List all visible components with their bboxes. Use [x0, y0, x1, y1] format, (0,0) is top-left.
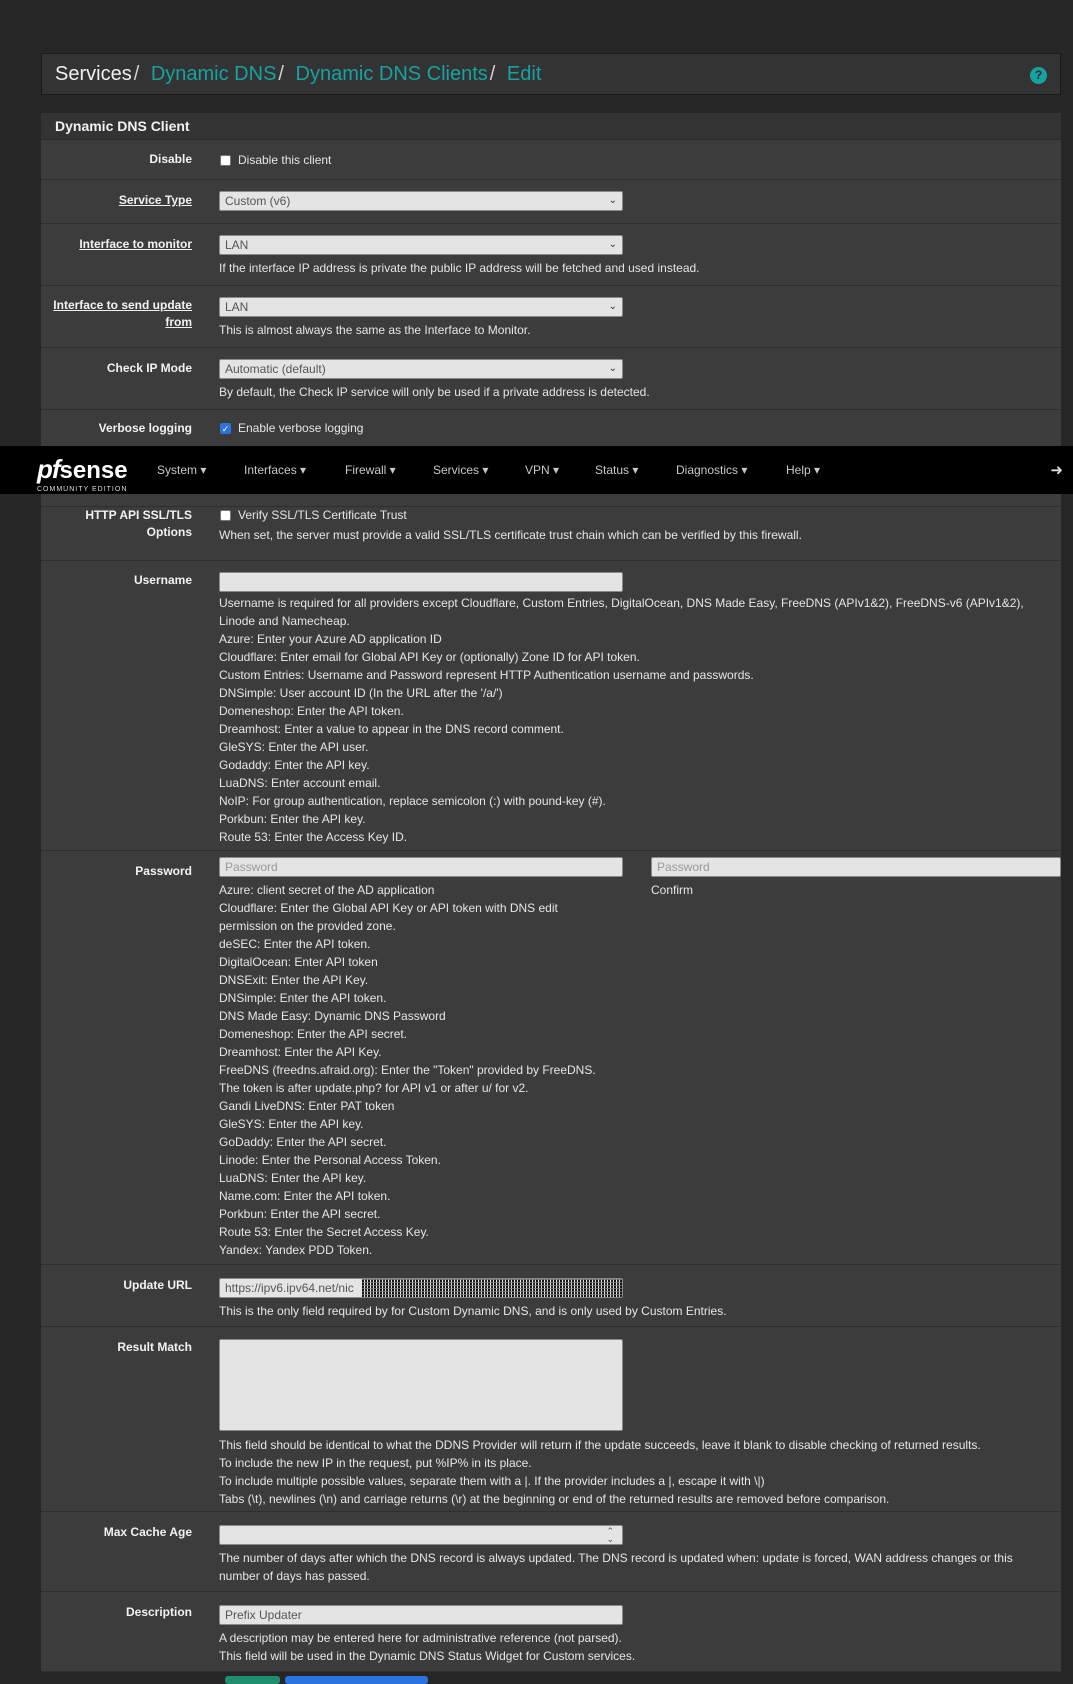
row-password — [41, 851, 1061, 1265]
result-match-line: This field should be identical to what the DDNS Provider will return if the update succeeds, leave it blank to disable checking of returned results. — [219, 1438, 981, 1452]
pfsense-logo[interactable] — [37, 454, 128, 493]
interface-send-value: LAN — [225, 300, 249, 314]
password-line: permission on the provided zone. — [219, 919, 396, 933]
breadcrumb-edit[interactable]: Edit — [506, 63, 542, 85]
breadcrumb-dynamic-dns-clients[interactable]: Dynamic DNS Clients — [295, 63, 488, 85]
save-force-update-button[interactable] — [285, 1676, 428, 1684]
row-max-cache-age — [41, 1512, 1061, 1592]
interface-monitor-select[interactable] — [219, 235, 623, 255]
result-match-line: Tabs (\t), newlines (\n) and carriage returns (\r) at the beginning or end of the returned results are removed before comparison. — [219, 1492, 890, 1506]
row-result-match — [41, 1327, 1061, 1512]
verbose-logging-checkbox-label[interactable]: Enable verbose logging — [238, 421, 364, 435]
chevron-down-icon: ⌄ — [608, 301, 617, 312]
breadcrumb — [55, 63, 541, 86]
row-check-ip-mode — [41, 348, 1061, 410]
username-label: Username — [133, 573, 192, 587]
service-type-label: Service Type — [118, 193, 192, 207]
check-ip-mode-value: Automatic (default) — [225, 362, 326, 376]
update-url-value: https://ipv6.ipv64.net/nic — [225, 1281, 354, 1295]
username-line: Domeneshop: Enter the API token. — [219, 704, 404, 718]
username-line: NoIP: For group authentication, replace semicolon (:) with pound-key (#). — [219, 794, 606, 808]
password-line: Yandex: Yandex PDD Token. — [219, 1243, 373, 1257]
interface-monitor-value: LAN — [225, 238, 249, 252]
password-line: DNSimple: Enter the API token. — [219, 991, 387, 1005]
breadcrumb-separator: / — [278, 63, 284, 85]
password-line: LuaDNS: Enter the API key. — [219, 1171, 367, 1185]
row-service-type — [41, 180, 1061, 224]
chevron-down-icon: ⌄ — [608, 239, 617, 250]
username-line: Azure: Enter your Azure AD application ID — [219, 632, 442, 646]
result-match-help — [219, 1436, 981, 1508]
password-line: DNS Made Easy: Dynamic DNS Password — [219, 1009, 446, 1023]
max-cache-age-label: Max Cache Age — [103, 1525, 192, 1539]
disable-label: Disable — [149, 152, 192, 166]
password-line: The token is after update.php? for API v1 or after u/ for v2. — [219, 1081, 529, 1095]
password-line: Gandi LiveDNS: Enter PAT token — [219, 1099, 395, 1113]
interface-monitor-label: Interface to monitor — [79, 237, 192, 251]
logo-sense: sense — [59, 457, 128, 484]
panel-title: Dynamic DNS Client — [41, 113, 1061, 140]
dynamic-dns-client-panel — [41, 113, 1061, 1672]
nav-item-diagnostics[interactable]: Diagnostics ▾ — [676, 463, 748, 477]
result-match-line: To include multiple possible values, separate them with a |. If the provider includes a |, escape it with \|) — [219, 1474, 765, 1488]
check-ip-mode-help: By default, the Check IP service will only be used if a private address is detected. — [219, 385, 650, 399]
username-help — [219, 594, 1024, 846]
username-line: Username is required for all providers except Cloudflare, Custom Entries, DigitalOcean, DNS Made Easy, FreeDNS (APIv1&2), FreeDNS-v6 (APIv1&2), — [219, 596, 1024, 610]
description-input[interactable]: Prefix Updater — [219, 1605, 623, 1625]
nav-item-status[interactable]: Status ▾ — [595, 463, 639, 477]
chevron-down-icon: ⌄ — [608, 363, 617, 374]
row-ssl-tls-options — [41, 507, 1061, 561]
password-confirm-input[interactable]: Password — [651, 857, 1061, 877]
number-spinner-icon[interactable]: ⌃ ⌄ — [606, 1526, 614, 1544]
username-line: Linode and Namecheap. — [219, 614, 350, 628]
username-line: DNSimple: User account ID (In the URL after the '/a/') — [219, 686, 503, 700]
disable-checkbox[interactable] — [220, 155, 231, 166]
password-confirm-label: Confirm — [651, 883, 694, 897]
password-line: GoDaddy: Enter the API secret. — [219, 1135, 387, 1149]
description-label: Description — [125, 1605, 192, 1619]
max-cache-age-input[interactable] — [219, 1525, 623, 1545]
nav-item-system[interactable]: System ▾ — [157, 463, 207, 477]
breadcrumb-separator: / — [489, 63, 496, 85]
password-line: Dreamhost: Enter the API Key. — [219, 1045, 382, 1059]
top-navbar — [0, 446, 1073, 494]
password-line: Porkbun: Enter the API secret. — [219, 1207, 381, 1221]
username-line: Route 53: Enter the Access Key ID. — [219, 830, 408, 844]
breadcrumb-separator: / — [133, 63, 140, 85]
chevron-down-icon: ⌄ — [608, 195, 617, 206]
verbose-logging-label: Verbose logging — [98, 421, 192, 435]
username-line: GleSYS: Enter the API user. — [219, 740, 369, 754]
verify-ssl-checkbox-label[interactable]: Verify SSL/TLS Certificate Trust — [238, 508, 407, 522]
verify-ssl-checkbox[interactable] — [220, 510, 231, 521]
ssl-tls-help: When set, the server must provide a valid SSL/TLS certificate trust chain which can be verified by this firewall. — [219, 528, 802, 542]
verbose-logging-checkbox[interactable]: ✓ — [221, 424, 230, 434]
password-label: Password — [135, 864, 192, 878]
result-match-line: To include the new IP in the request, put %IP% in its place. — [219, 1456, 532, 1470]
username-line: LuaDNS: Enter account email. — [219, 776, 381, 790]
interface-send-label: Interface to send update from — [53, 298, 192, 329]
password-line: FreeDNS (freedns.afraid.org): Enter the "Token" provided by FreeDNS. — [219, 1063, 596, 1077]
password-line: Domeneshop: Enter the API secret. — [219, 1027, 408, 1041]
username-line: Godaddy: Enter the API key. — [219, 758, 370, 772]
max-cache-line: number of days has passed. — [219, 1569, 370, 1583]
update-url-help: This is the only field required by for Custom Dynamic DNS, and is only used by Custom Entries. — [219, 1304, 727, 1318]
update-url-label: Update URL — [123, 1278, 192, 1292]
interface-send-help: This is almost always the same as the Interface to Monitor. — [219, 323, 531, 337]
password-help — [219, 881, 596, 1259]
row-interface-send — [41, 286, 1061, 348]
nav-item-help[interactable]: Help ▾ — [786, 463, 821, 477]
description-line: A description may be entered here for administrative reference (not parsed). — [219, 1631, 622, 1645]
ssl-tls-options-label: HTTP API SSL/TLS Options — [85, 508, 192, 539]
row-interface-monitor — [41, 224, 1061, 286]
password-line: Route 53: Enter the Secret Access Key. — [219, 1225, 429, 1239]
max-cache-line: The number of days after which the DNS record is always updated. The DNS record is updated when: update is forced, WAN address changes or this — [219, 1551, 1013, 1565]
update-url-input[interactable] — [219, 1278, 623, 1298]
username-line: Cloudflare: Enter email for Global API Key or (optionally) Zone ID for API token. — [219, 650, 640, 664]
service-type-value: Custom (v6) — [225, 194, 291, 208]
interface-monitor-help: If the interface IP address is private the public IP address will be fetched and used instead. — [219, 261, 700, 275]
username-input[interactable] — [219, 572, 623, 592]
logo-edition: COMMUNITY EDITION — [37, 486, 128, 493]
description-line: This field will be used in the Dynamic DNS Status Widget for Custom services. — [219, 1649, 636, 1663]
interface-send-select[interactable] — [219, 297, 623, 317]
disable-checkbox-label[interactable]: Disable this client — [238, 153, 332, 167]
service-type-select[interactable] — [219, 191, 623, 211]
username-line: Porkbun: Enter the API key. — [219, 812, 366, 826]
password-line: GleSYS: Enter the API key. — [219, 1117, 364, 1131]
row-description — [41, 1592, 1061, 1672]
row-disable — [41, 140, 1061, 180]
breadcrumb-bar — [41, 53, 1061, 95]
password-line: deSEC: Enter the API token. — [219, 937, 371, 951]
row-username — [41, 561, 1061, 851]
description-help — [219, 1629, 635, 1665]
result-match-textarea[interactable] — [219, 1339, 623, 1431]
nav-item-firewall[interactable]: Firewall ▾ — [345, 463, 396, 477]
nav-item-interfaces[interactable]: Interfaces ▾ — [244, 463, 307, 477]
max-cache-age-help — [219, 1549, 1013, 1585]
question-circle-icon[interactable]: ? — [1030, 67, 1047, 84]
username-line: Dreamhost: Enter a value to appear in the DNS record comment. — [219, 722, 564, 736]
username-line: Custom Entries: Username and Password represent HTTP Authentication username and passwords. — [219, 668, 754, 682]
password-line: Name.com: Enter the API token. — [219, 1189, 391, 1203]
password-line: DNSExit: Enter the API Key. — [219, 973, 369, 987]
password-line: Linode: Enter the Personal Access Token. — [219, 1153, 441, 1167]
result-match-label: Result Match — [117, 1340, 192, 1354]
logo-pf: pf — [37, 454, 60, 484]
password-input[interactable]: Password — [219, 857, 623, 877]
password-line: DigitalOcean: Enter API token — [219, 955, 378, 969]
password-line: Cloudflare: Enter the Global API Key or API token with DNS edit — [219, 901, 558, 915]
save-button[interactable] — [225, 1676, 280, 1684]
nav-item-vpn[interactable]: VPN ▾ — [525, 463, 560, 477]
breadcrumb-services: Services — [55, 63, 132, 85]
sign-out-icon[interactable]: ➜ — [1050, 462, 1063, 479]
redacted-region — [362, 1279, 622, 1297]
check-ip-mode-label: Check IP Mode — [106, 361, 192, 375]
password-line: Azure: client secret of the AD application — [219, 883, 435, 897]
breadcrumb-dynamic-dns[interactable]: Dynamic DNS — [150, 63, 277, 85]
check-ip-mode-select[interactable] — [219, 359, 623, 379]
nav-item-services[interactable]: Services ▾ — [433, 463, 489, 477]
row-update-url — [41, 1265, 1061, 1327]
